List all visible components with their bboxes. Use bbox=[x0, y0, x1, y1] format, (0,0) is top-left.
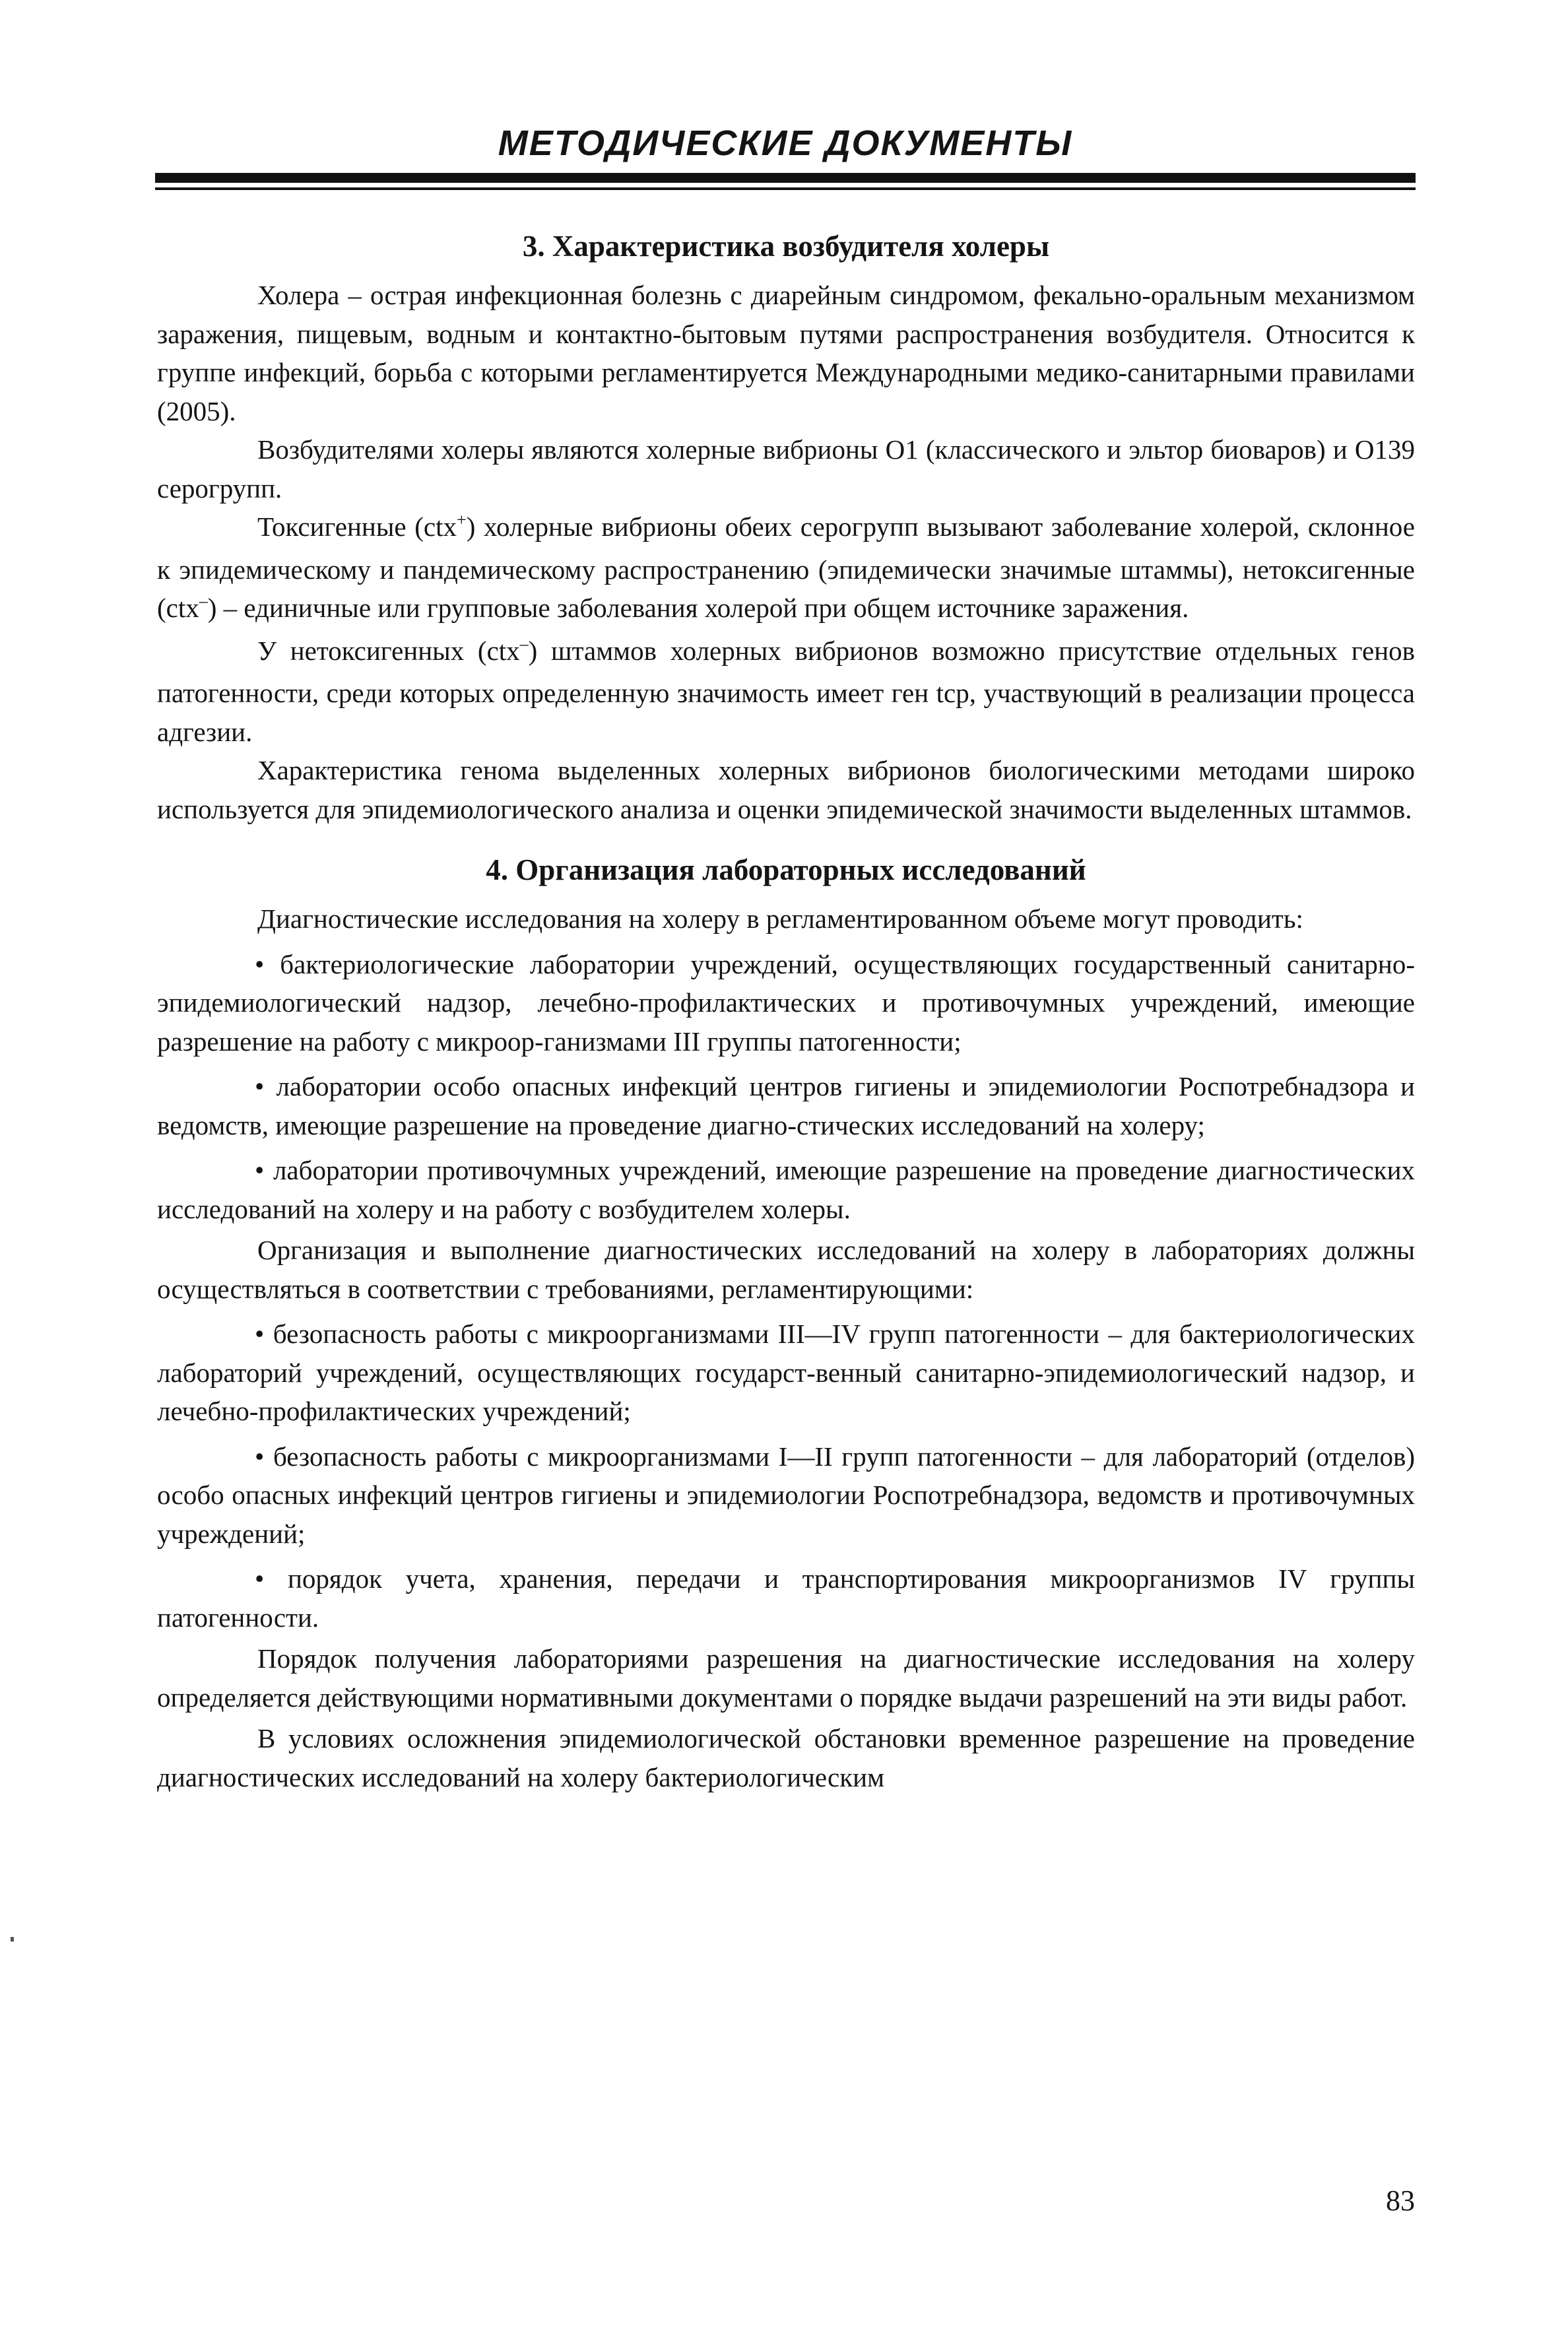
page-number: 83 bbox=[1386, 2184, 1415, 2217]
bullet-text: безопасность работы с микроорганизмами I—II групп патогенности – для лабораторий (отделов) особо опасных инфекций центров гигиены и эпидемиологии Роспотребнадзора, ведомств и противочумных учреждений; bbox=[157, 1441, 1415, 1549]
bullet-text: безопасность работы с микроорганизмами III—IV групп патогенности – для бактериологических лабораторий учреждений, осуществляющих государст-венный санитарно-эпидемиологический надзор, и лечебно-профилактических учреждений; bbox=[157, 1319, 1415, 1426]
superscript: + bbox=[457, 510, 467, 529]
bullet-icon: • bbox=[255, 1319, 265, 1349]
text-run: ) штаммов холерных вибрионов возможно присутствие отдельных генов патогенности, среди которых определенную значимость имеет ген tcp, участвующий в реализации процесса адгезии. bbox=[157, 635, 1415, 747]
bullet-icon: • bbox=[255, 948, 265, 979]
text-run: ) – единичные или групповые заболевания холерой при общем источнике заражения. bbox=[207, 593, 1189, 623]
paragraph: Организация и выполнение диагностических исследований на холеру в лабораториях должны осуществляться в соответствии с требованиями, регламентирующими: bbox=[157, 1235, 1415, 1304]
bullet-item bbox=[157, 1559, 1415, 1637]
superscript: – bbox=[199, 591, 208, 610]
bullet-item bbox=[157, 1437, 1415, 1554]
paragraph: Возбудителями холеры являются холерные вибрионы О1 (классического и эльтор биоваров) и О139 серогрупп. bbox=[157, 434, 1415, 504]
bullet-icon: • bbox=[255, 1563, 265, 1594]
text-run: Токсигенные (ctx bbox=[257, 511, 457, 542]
paragraph bbox=[157, 508, 1415, 632]
bullet-icon: • bbox=[255, 1071, 265, 1101]
bullet-item bbox=[157, 945, 1415, 1061]
bullet-item bbox=[157, 1315, 1415, 1431]
paragraph: Диагностические исследования на холеру в регламентированном объеме могут проводить: bbox=[257, 903, 1303, 934]
bullet-icon: • bbox=[255, 1155, 265, 1185]
paragraph: Характеристика генома выделенных холерных вибрионов биологическими методами широко используется для эпидемиологического анализа и оценки эпидемической значимости выделенных штаммов. bbox=[157, 755, 1415, 824]
text-run: ) холерные вибрионы обеих серогрупп вызывают заболевание холерой, склонное к эпидемическому и пандемическому распространению (эпидемически значимые штаммы), нетоксигенные (ctx bbox=[157, 511, 1416, 623]
paragraph: В условиях осложнения эпидемиологической обстановки временное разрешение на проведение диагностических исследований на холеру бактериологическим bbox=[157, 1723, 1415, 1792]
bullet-text: порядок учета, хранения, передачи и транспортирования микроорганизмов IV группы патогенности. bbox=[157, 1563, 1415, 1633]
section-4-heading: 4. Организация лабораторных исследований bbox=[486, 853, 1086, 886]
paragraph: Холера – острая инфекционная болезнь с диарейным синдромом, фекально-оральным механизмом заражения, пищевым, водным и контактно-бытовым путями распространения возбудителя. Относится к группе инфекций, борьба с которыми регламентируется Международными медико-санитарными правилами (2005). bbox=[157, 280, 1415, 426]
bullet-text: лаборатории противочумных учреждений, имеющие разрешение на проведение диагностических исследований на холеру и на работу с возбудителем холеры. bbox=[157, 1155, 1416, 1224]
paragraph: Порядок получения лабораториями разрешения на диагностические исследования на холеру определяется действующими нормативными документами о порядке выдачи разрешений на эти виды работ. bbox=[157, 1643, 1415, 1713]
header-rule-thin bbox=[155, 187, 1416, 190]
bullet-item bbox=[157, 1067, 1415, 1144]
running-header: МЕТОДИЧЕСКИЕ ДОКУМЕНТЫ bbox=[498, 123, 1073, 163]
bullet-icon: • bbox=[255, 1441, 265, 1472]
section-3-heading: 3. Характеристика возбудителя холеры bbox=[522, 230, 1050, 263]
bullet-text: лаборатории особо опасных инфекций центров гигиены и эпидемиологии Роспотребнадзора и ведомств, имеющие разрешение на проведение диагно-стических исследований на холеру; bbox=[157, 1071, 1415, 1140]
header-rule-thick bbox=[155, 173, 1416, 183]
text-run: У нетоксигенных (ctx bbox=[257, 635, 520, 666]
scan-mark bbox=[11, 1937, 14, 1942]
paragraph bbox=[157, 632, 1415, 752]
page-body bbox=[157, 224, 1415, 1796]
superscript: – bbox=[519, 634, 529, 653]
bullet-item bbox=[157, 1151, 1415, 1228]
bullet-text: бактериологические лаборатории учреждений, осуществляющих государственный санитарно-эпидемиологический надзор, лечебно-профилактических и противочумных учреждений, имеющие разрешение на работу с микроор-ганизмами III группы патогенности; bbox=[157, 948, 1416, 1057]
